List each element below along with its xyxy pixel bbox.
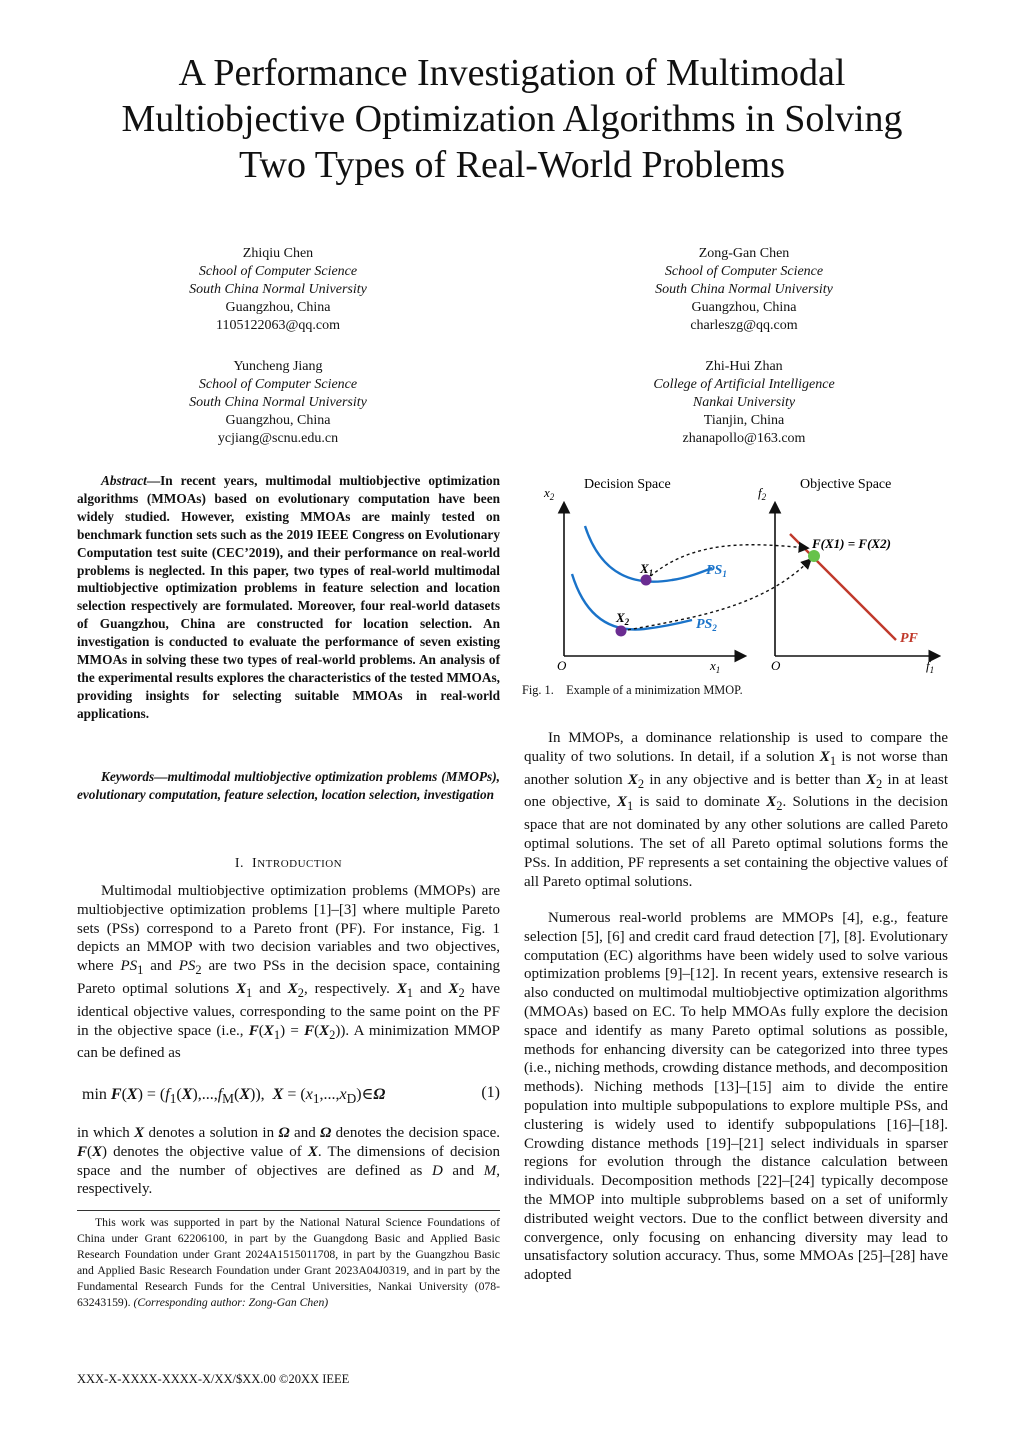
eq-xD: x <box>339 1086 347 1103</box>
eq-fM: f <box>217 1086 223 1103</box>
text-run: F <box>77 1143 88 1160</box>
abstract-text: —In recent years, multimodal multiobjective optimization algorithms (MMOAs) based on evolutionary computation have been widely studied. However, existing MMOAs are mainly tested on benchmark function sets such as the 2019 IEEE Congress on Evolutionary Computation test suite (CEC’2019), and their performance on real-world problems is neglected. In this paper, two types of real-world multimodal multiobjective optimization problems in feature selection and location selection respectively are formulated. Moreover, four real-world datasets of Guangzhou, China are constructed for location selection. An investigation is conducted to evaluate the performance of seven existing MMOAs in solving these two types of real-world problems. An analysis of the experimental results explores the characteristics of the tested MMOAs, providing insights for selecting suitable MMOAs in real-world applications. <box>77 473 500 721</box>
eq-min: min <box>82 1086 107 1103</box>
figure-caption-text: Example of a minimization MMOP. <box>566 683 743 697</box>
text-run: X <box>766 794 777 811</box>
eq-number: (1) <box>481 1084 500 1101</box>
intro-paragraph-4: Numerous real-world problems are MMOPs [4], e.g., feature selection [5], [6] and credit card fraud detection [7], [8]. Evolutionary computation (EC) algorithms have been widely used to solve various optimization problems [9]–[12]. In recent years, extensive research is also conducted on multimodal multiobjective optimization algorithms (MMOAs) based on EC. To help MMOAs fully explore the decision space and identify as many Pareto optimal solutions as possible, methods for enhancing diversity can be categorized into three types (i.e., niching methods, crowding distance methods, and decomposition methods). Niching methods [13]–[15] aim to divide the entire population into multiple subpopulations to explore multiple PSs, and clustering is widely used to identify subpopulations [16]–[18]. Crowding distance methods [19]–[21] select individuals in sparser regions for evolution through the distance calculation between individuals. Decomposition methods [22]–[24] typically decompose the MMOP into multiple subproblems based on a set of uniformly distributed weight vectors. Due to the conflict between diversity and convergence, only focusing on enhancing diversity may lead to unsatisfactory solution accuracy. Thus, some MMOAs [25]–[28] have adopted <box>524 910 948 1284</box>
text-run: 2 <box>876 776 883 791</box>
point-pf <box>808 550 820 562</box>
text-run: in which <box>77 1125 135 1141</box>
text-run: 2 <box>458 985 465 1000</box>
text-run: X <box>616 794 627 811</box>
text-run: 1 <box>406 985 414 1000</box>
text-run: ). A minimization MMOP can be defined as <box>77 1022 500 1062</box>
text-run: . Solutions in the decision space that are not dominated by any other solutions are called Pareto optimal solutions. The set of all Pareto optimal solutions forms the PSs. In addition, PF represents a set containing the objective values of all Pareto optimal solutions. <box>524 794 949 890</box>
point-x2-letter: X <box>616 610 625 625</box>
section-numeral: I. <box>234 856 245 871</box>
eq-omega: Ω <box>373 1086 386 1103</box>
text-run: , respectively. <box>77 1162 500 1198</box>
text-run: Multimodal multiobjective optimization problems (MMOPs) are multiobjective optimization problems [1]–[3] where multiple Pareto sets (PSs) correspond to a Pareto front (PF). For instance, Fig. 1 depicts an MMOP with two decision variables and two objectives, where <box>77 883 500 975</box>
keywords-text: —multimodal multiobjective optimization problems (MMOPs), evolutionary computation, feature selection, location selection, investigation <box>77 769 500 802</box>
text-run: 2 <box>329 1027 336 1042</box>
title-line-1: A Performance Investigation of Multimodal <box>178 52 846 94</box>
footnote-divider <box>77 1210 500 1211</box>
abstract-label: Abstract <box>101 473 147 488</box>
text-run: 2 <box>195 963 202 978</box>
text-run: X <box>396 980 407 997</box>
intro-paragraph-2: in which X denotes a solution in Ω and Ω denotes the decision space. F(X) denotes the objective value of X. The dimensions of decision space and the number of objectives are defined as D and M, respectively. <box>77 1125 500 1198</box>
author-city: Guangzhou, China <box>225 413 331 428</box>
text-run: in at least one objective, <box>524 771 949 811</box>
author-block-4 <box>584 358 904 448</box>
text-run: 1 <box>246 985 253 1000</box>
text-run: 1 <box>137 963 144 978</box>
text-run: 1 <box>626 799 634 814</box>
ps2-sub: 2 <box>712 623 717 633</box>
text-run: X <box>866 771 877 788</box>
author-inst: South China Normal University <box>189 282 367 297</box>
figure-1 <box>522 468 962 680</box>
equation-1: $\min F(X) = (f_1(X),...,f_M(X))$, $X = (x_1,...,x_D)\in\Omega$ (1) <box>82 1084 500 1107</box>
figure-caption-label: Fig. 1. <box>522 683 554 697</box>
author-name: Zhiqiu Chen <box>242 246 314 261</box>
eq-F: F <box>110 1086 122 1103</box>
text-run: denotes a solution in <box>144 1125 279 1141</box>
section-heading-introduction <box>77 856 500 872</box>
text-run: D <box>431 1162 443 1179</box>
text-run: in any objective and is better than <box>644 771 867 788</box>
eq-x1-sub: 1 <box>312 1091 320 1107</box>
author-inst: South China Normal University <box>655 282 833 297</box>
pf-point-label: F(X1) = F(X2) <box>812 536 891 551</box>
eq-X-arg2: X <box>239 1086 251 1103</box>
text-run: X <box>307 1143 318 1160</box>
text-run: F <box>248 1022 259 1039</box>
point-x1-label <box>639 561 653 578</box>
author-block-3 <box>118 358 438 448</box>
text-run: X <box>134 1125 145 1141</box>
text-run: F <box>304 1022 315 1039</box>
text-run: 2 <box>297 985 304 1000</box>
author-inst: Nankai University <box>692 395 796 410</box>
text-run: 1 <box>829 753 837 768</box>
ps1-sub: 1 <box>722 569 727 579</box>
text-run: and <box>143 958 179 975</box>
point-x2-label <box>615 610 630 627</box>
x2-axis-letter: x <box>544 485 550 500</box>
ps2-curve <box>572 574 692 630</box>
keywords-label: Keywords <box>101 769 155 784</box>
author-name: Yuncheng Jiang <box>233 359 323 374</box>
text-run: X <box>319 1022 330 1039</box>
author-dept: School of Computer Science <box>198 377 358 392</box>
ps1-label <box>706 563 727 579</box>
f2-axis-letter: f <box>758 485 762 500</box>
abstract <box>77 472 500 723</box>
text-run: have identical objective values, corresponding to the same point on the PF in the objective space (i.e., <box>77 980 500 1039</box>
x1-axis-label <box>709 658 720 675</box>
point-x1-letter: X <box>640 561 649 576</box>
text-run: and <box>289 1125 321 1141</box>
author-city: Guangzhou, China <box>691 300 797 315</box>
text-run: 1 <box>273 1027 281 1042</box>
text-run: 2 <box>776 799 783 814</box>
author-city: Guangzhou, China <box>225 300 331 315</box>
text-run: 2 <box>637 776 645 791</box>
f2-axis-label <box>758 485 767 502</box>
text-run: X <box>448 980 459 997</box>
author-block-1 <box>118 245 438 335</box>
text-run: X <box>287 980 298 997</box>
ps2-label <box>696 617 717 633</box>
text-run: PS <box>178 958 196 975</box>
text-run: . The dimensions of decision space and the number of objectives are defined as <box>77 1143 500 1179</box>
section-heading-rest: NTRODUCTION <box>257 858 343 870</box>
eq-X-arg1: X <box>181 1086 193 1103</box>
text-run: and <box>413 980 449 997</box>
eq-X: X <box>126 1086 138 1103</box>
author-name: Zhi-Hui Zhan <box>705 359 783 374</box>
eq-x1: x <box>305 1086 313 1103</box>
author-inst: South China Normal University <box>189 395 367 410</box>
author-block-2 <box>584 245 904 335</box>
text-run: PS <box>120 958 138 975</box>
f1-axis-sub: 1 <box>929 665 935 675</box>
author-email[interactable]: zhanapollo@163.com <box>682 431 806 446</box>
title-line-2: Multiobjective Optimization Algorithms in Solving <box>121 98 903 140</box>
author-dept: School of Computer Science <box>664 264 824 279</box>
decision-space-title: Decision Space <box>584 477 671 492</box>
text-run: X <box>92 1143 103 1160</box>
x1-axis-sub: 1 <box>715 665 721 675</box>
text-run: X <box>627 771 638 788</box>
text-run: and <box>442 1162 484 1179</box>
author-dept: School of Computer Science <box>198 264 358 279</box>
text-run: X <box>236 980 247 997</box>
eq-f1-sub: 1 <box>169 1091 177 1107</box>
objective-space-title: Objective Space <box>800 477 892 492</box>
title-line-3: Two Types of Real-World Problems <box>238 144 786 186</box>
author-email[interactable]: ycjiang@scnu.edu.cn <box>217 431 339 446</box>
copyright-footer: XXX-X-XXXX-XXXX-X/XX/$XX.00 ©20XX IEEE <box>77 1372 350 1386</box>
pf-label: PF <box>900 631 918 646</box>
f2-axis-sub: 2 <box>761 492 767 502</box>
author-city: Tianjin, China <box>703 413 785 428</box>
eq-fM-sub: M <box>222 1091 235 1107</box>
footnote-text: This work was supported in part by the National Natural Science Foundations of China under Grant 62206100, in part by the Guangdong Basic and Applied Basic Research Foundation under Grant 2024A1515011708, in part by the Guangzhou Basic and Applied Basic Research Foundation under Grant 2023A04J0319, and in part by the Fundamental Research Funds for the Central Universities, Nankai University (078-63243159). <box>77 1216 500 1309</box>
text-run: denotes the objective value of <box>107 1143 308 1160</box>
text-run: Ω <box>320 1125 332 1141</box>
eq-X-def: X <box>272 1086 284 1103</box>
point-x1-sub: 1 <box>648 568 654 578</box>
f1-axis-letter: f <box>926 658 930 673</box>
origin-right: O <box>771 658 781 673</box>
ps2-letters: PS <box>696 617 713 632</box>
author-email[interactable]: charleszg@qq.com <box>690 318 798 333</box>
text-run: is not worse than another solution <box>524 748 948 788</box>
keywords <box>77 768 500 804</box>
text-run: , respectively. <box>304 980 397 997</box>
ps1-letters: PS <box>706 563 723 578</box>
footnote <box>77 1215 500 1310</box>
x2-axis-sub: 2 <box>549 492 555 502</box>
point-x2 <box>616 626 627 637</box>
origin-left: O <box>557 658 567 673</box>
section-heading-first: I <box>252 856 258 871</box>
eq-f1: f <box>165 1086 170 1103</box>
text-run: are two PSs in the decision space, containing Pareto optimal solutions <box>77 958 500 997</box>
eq-xD-sub: D <box>346 1091 357 1107</box>
text-run: = <box>285 1022 305 1039</box>
f1-axis-label <box>926 658 934 675</box>
text-run: X <box>263 1022 274 1039</box>
x2-axis-label <box>543 485 555 502</box>
footnote-corresponding: (Corresponding author: Zong-Gan Chen) <box>133 1295 329 1309</box>
x1-axis-letter: x <box>710 658 716 673</box>
figure-caption <box>522 683 743 698</box>
author-dept: College of Artificial Intelligence <box>653 377 835 392</box>
author-name: Zong-Gan Chen <box>698 246 790 261</box>
author-email[interactable]: 1105122063@qq.com <box>216 318 340 333</box>
text-run: X <box>819 748 830 765</box>
text-run: is said to dominate <box>633 794 767 811</box>
intro-paragraph-3 <box>524 729 948 891</box>
point-x2-sub: 2 <box>624 617 630 627</box>
text-run: and <box>252 980 288 997</box>
paper-title <box>0 50 1024 188</box>
text-run: M <box>483 1162 497 1179</box>
text-run: denotes the decision space. <box>331 1125 500 1141</box>
text-run: Ω <box>278 1125 290 1141</box>
text-run: In MMOPs, a dominance relationship is used to compare the quality of two solutions. In detail, if a solution <box>524 730 948 765</box>
intro-paragraph-1: Multimodal multiobjective optimization problems (MMOPs) are multiobjective optimization problems [1]–[3] where multiple Pareto sets (PSs) correspond to a Pareto front (PF). For instance, Fig. 1 depicts an MMOP with two decision variables and two objectives, where $PS_1$ and $PS_2$ are two PSs in the decision space, containing Pareto optimal solutions $X_1$ and $X_2$, respectively. $X_1$ and $X_2$ have identical objective values, corresponding to the same point on the PF in the objective space (i.e., $F(X_1) = F(X_2)$). A minimization MMOP can be defined as <box>77 883 500 1062</box>
